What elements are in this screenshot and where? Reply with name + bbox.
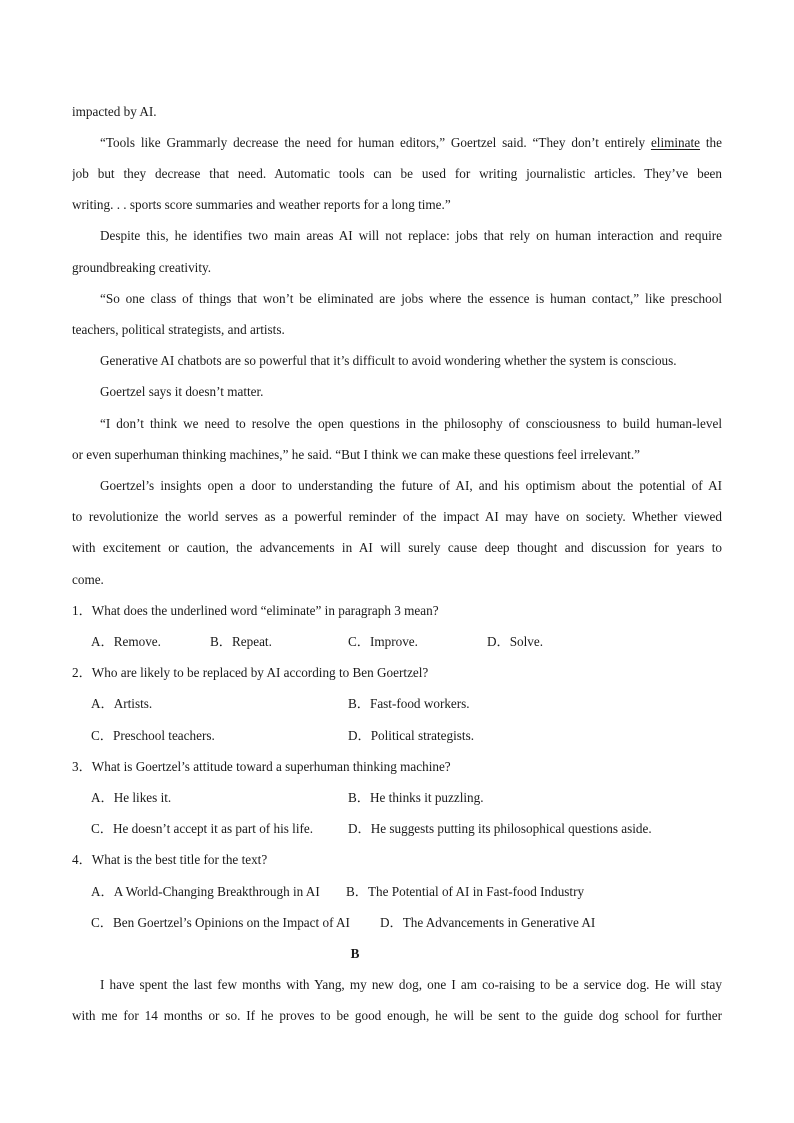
answer-option[interactable]: B．The Potential of AI in Fast-food Industry [346,884,585,899]
answer-option[interactable]: C．He doesn’t accept it as part of his life. [91,821,314,836]
answer-option[interactable]: A．A World-Changing Breakthrough in AI [91,884,320,899]
answer-option[interactable]: D．The Advancements in Generative AI [380,915,596,930]
answer-option[interactable]: B．Fast-food workers. [348,696,470,711]
section-heading: B [350,946,360,961]
passage-text: “Tools like Grammarly decrease the need for human editors,” Goertzel said. “They don’t entirely [100,135,651,150]
passage-line: Generative AI chatbots are so powerful that it’s difficult to avoid wondering whether the system is conscious. [100,353,677,368]
question-stem: 4．What is the best title for the text? [72,852,268,867]
passage-line: groundbreaking creativity. [72,260,212,275]
passage-line: to revolutionize the world serves as a powerful reminder of the impact AI may have on society. Whether viewed [72,509,722,524]
passage-line: or even superhuman thinking machines,” he said. “But I think we can make these questions feel irrelevant.” [72,447,640,462]
passage-line [100,134,722,152]
answer-option[interactable]: A．He likes it. [91,790,172,805]
answer-option[interactable]: C．Preschool teachers. [91,728,215,743]
passage-line: “I don’t think we need to resolve the open questions in the philosophy of consciousness to build human-level [100,416,722,431]
question-stem: 1．What does the underlined word “eliminate” in paragraph 3 mean? [72,603,439,618]
answer-option[interactable]: D．Solve. [487,634,544,649]
answer-option[interactable]: D．He suggests putting its philosophical questions aside. [348,821,652,836]
passage-line: come. [72,572,104,587]
answer-option[interactable]: A．Remove. [91,634,161,649]
answer-option[interactable]: B．Repeat. [210,634,272,649]
passage-line: with me for 14 months or so. If he proves to be good enough, he will be sent to the guide dog school for further [72,1008,722,1023]
question-stem: 2．Who are likely to be replaced by AI according to Ben Goertzel? [72,665,429,680]
answer-option[interactable]: A．Artists. [91,696,153,711]
passage-line: job but they decrease that need. Automatic tools can be used for writing journalistic articles. They’ve been [72,166,722,181]
passage-line: writing. . . sports score summaries and weather reports for a long time.” [72,197,451,212]
passage-line: “So one class of things that won’t be eliminated are jobs where the essence is human contact,” like preschool [100,291,722,306]
answer-option[interactable]: D．Political strategists. [348,728,475,743]
passage-line: teachers, political strategists, and artists. [72,322,285,337]
passage-line: Despite this, he identifies two main areas AI will not replace: jobs that rely on human interaction and require [100,228,722,243]
underlined-word: eliminate [650,135,701,150]
passage-line: I have spent the last few months with Yang, my new dog, one I am co-raising to be a service dog. He will stay [100,977,722,992]
passage-line: impacted by AI. [72,104,157,119]
passage-text: the [700,135,722,150]
passage-line: Goertzel says it doesn’t matter. [100,384,264,399]
passage-line: with excitement or caution, the advancements in AI will surely cause deep thought and discussion for years to [72,540,722,555]
passage-line: Goertzel’s insights open a door to understanding the future of AI, and his optimism about the potential of AI [100,478,722,493]
question-stem: 3．What is Goertzel’s attitude toward a superhuman thinking machine? [72,759,451,774]
answer-option[interactable]: B．He thinks it puzzling. [348,790,484,805]
answer-option[interactable]: C．Ben Goertzel’s Opinions on the Impact of AI [91,915,350,930]
answer-option[interactable]: C．Improve. [348,634,418,649]
